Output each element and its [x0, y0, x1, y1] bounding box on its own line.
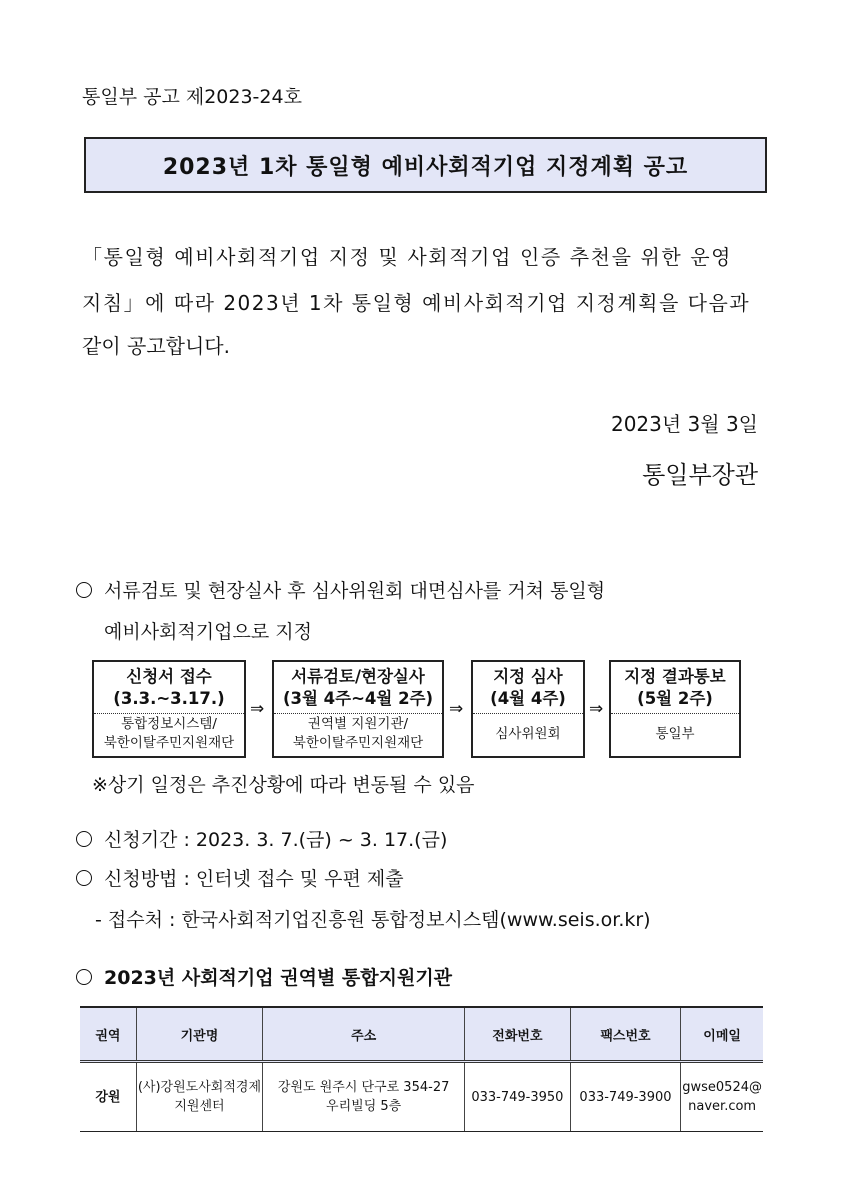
body-text-line-3: 같이 공고합니다. [82, 334, 230, 358]
cell-email [681, 1062, 763, 1132]
body-text-line-2: 지침」에 따라 2023년 1차 통일형 예비사회적기업 지정계획을 다음과 [82, 291, 751, 315]
process-stage-3 [471, 660, 585, 758]
cell-region: 강원 [80, 1062, 136, 1132]
process-stage-2 [272, 660, 444, 758]
process-intro [76, 576, 605, 603]
process-intro-line-1: 서류검토 및 현장실사 후 심사위원회 대면심사를 거쳐 통일형 [104, 580, 606, 602]
application-method [76, 864, 404, 891]
column-header-region: 권역 [80, 1007, 136, 1062]
stage-org-line-1: 권역별 지원기관/ [307, 716, 409, 732]
cell-address [263, 1062, 465, 1132]
cell-name-line-2: 지원센터 [174, 1099, 225, 1114]
stage-title: 신청서 접수 [126, 666, 212, 686]
cell-name-line-1: (사)강원도사회적경제 [137, 1080, 262, 1095]
application-period-text: 신청기간 : 2023. 3. 7.(금) ~ 3. 17.(금) [104, 829, 448, 851]
column-header-phone: 전화번호 [465, 1007, 571, 1062]
application-receiver: - 접수처 : 한국사회적기업진흥원 통합정보시스템(www.seis.or.kr) [95, 909, 651, 931]
arrow-right-icon: ⇒ [589, 699, 604, 719]
stage-title: 지정 심사 [493, 666, 563, 686]
stage-period: (4월 4주) [490, 688, 566, 708]
support-orgs-table [80, 1006, 763, 1132]
stage-org-line-2: 북한이탈주민지원재단 [292, 735, 424, 751]
cell-phone: 033-749-3950 [465, 1062, 571, 1132]
cell-email-line-2: naver.com [688, 1099, 757, 1114]
body-text-line-1: 「통일형 예비사회적기업 지정 및 사회적기업 인증 추천을 위한 운영 [82, 245, 733, 269]
column-header-fax: 팩스번호 [570, 1007, 681, 1062]
application-method-text: 신청방법 : 인터넷 접수 및 우편 제출 [104, 868, 404, 890]
schedule-note: ※상기 일정은 추진상황에 따라 변동될 수 있음 [92, 774, 475, 796]
stage-period: (5월 2주) [637, 688, 713, 708]
circle-bullet-icon [76, 582, 92, 598]
announcement-date: 2023년 3월 3일 [610, 412, 758, 436]
process-intro-line-2: 예비사회적기업으로 지정 [104, 621, 312, 643]
arrow-right-icon: ⇒ [250, 699, 265, 719]
cell-address-line-1: 강원도 원주시 단구로 354-27 [277, 1080, 450, 1095]
circle-bullet-icon [76, 831, 92, 847]
stage-org-line-1: 통일부 [655, 725, 695, 742]
stage-org-line-1: 통합정보시스템/ [121, 716, 217, 732]
column-header-address: 주소 [263, 1007, 465, 1062]
stage-period: (3.3.~3.17.) [113, 688, 225, 708]
cell-name [136, 1062, 262, 1132]
notice-number: 통일부 공고 제2023-24호 [82, 86, 302, 108]
cell-address-line-2: 우리빌딩 5층 [326, 1099, 402, 1114]
column-header-name: 기관명 [136, 1007, 262, 1062]
column-header-email: 이메일 [681, 1007, 763, 1062]
stage-org-line-2: 북한이탈주민지원재단 [103, 735, 235, 751]
document-title: 2023년 1차 통일형 예비사회적기업 지정계획 공고 [84, 137, 767, 193]
table-row [80, 1062, 763, 1132]
application-period [76, 825, 447, 852]
process-stage-1 [92, 660, 246, 758]
circle-bullet-icon [76, 870, 92, 886]
cell-fax: 033-749-3900 [570, 1062, 681, 1132]
circle-bullet-icon [76, 969, 92, 985]
process-stage-4 [609, 660, 741, 758]
cell-email-line-1: gwse0524@ [682, 1080, 762, 1095]
signer: 통일부장관 [642, 461, 758, 489]
stage-title: 서류검토/현장실사 [291, 666, 425, 686]
stage-title: 지정 결과통보 [624, 666, 726, 686]
table-header-row [80, 1007, 763, 1062]
stage-period: (3월 4주~4월 2주) [282, 688, 434, 708]
stage-org-line-1: 심사위원회 [495, 725, 561, 742]
arrow-right-icon: ⇒ [449, 699, 464, 719]
support-orgs-heading-text: 2023년 사회적기업 권역별 통합지원기관 [104, 967, 453, 989]
support-orgs-heading [76, 963, 452, 990]
